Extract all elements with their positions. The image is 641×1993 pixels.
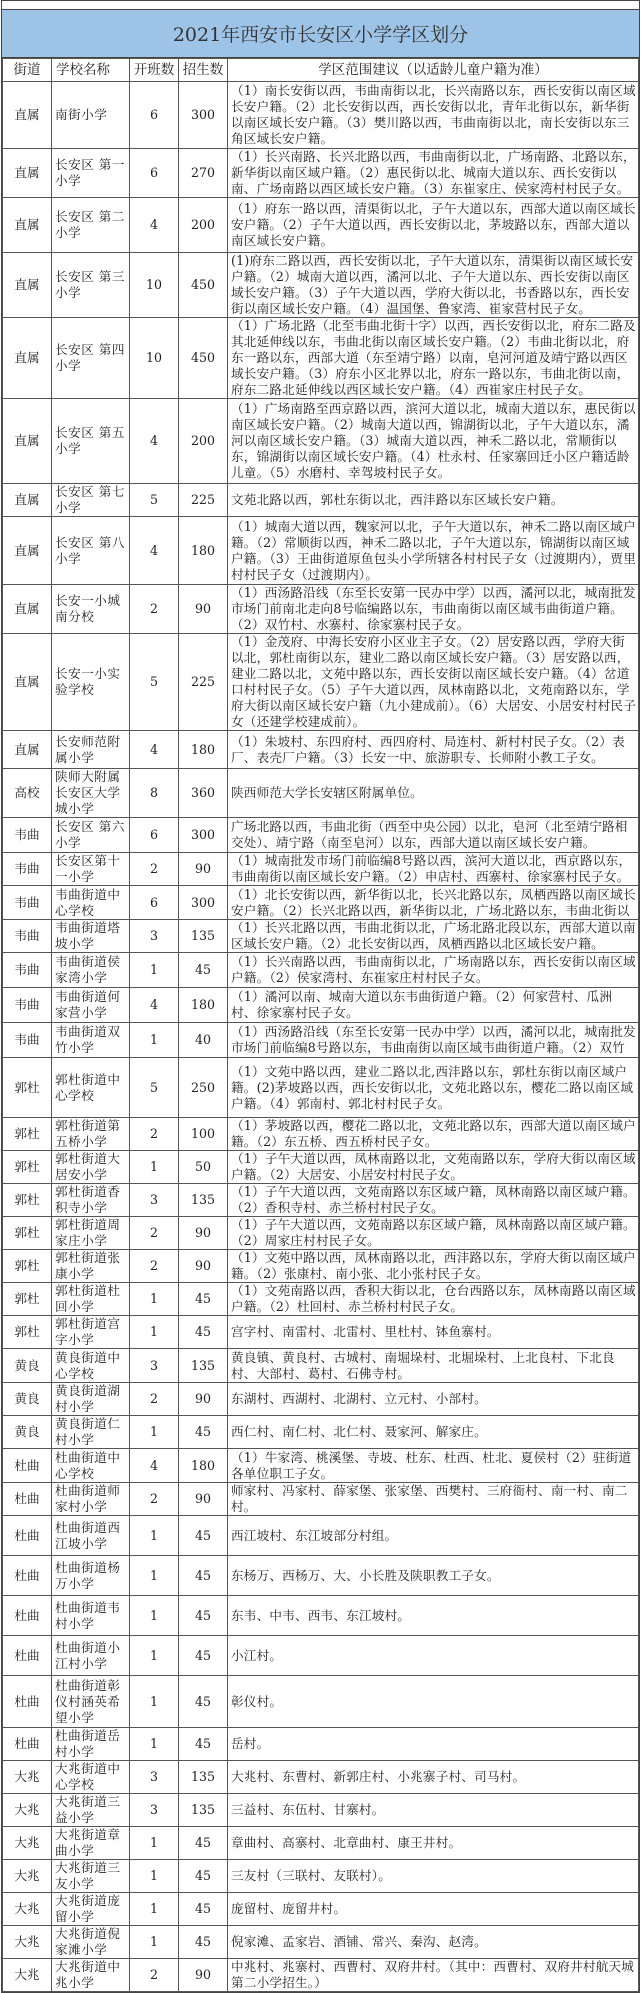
table-row — [3, 585, 639, 634]
street-cell: 大兆 — [3, 1860, 52, 1893]
district-range-cell: （1）长兴南路、长兴北路以西，韦曲南街以北，广场南路、北路以东，新华街以南区域户籍。（2）惠民街以北、城南大道以东、西长安街以南、广场南路以西区域长安户籍。（3）东崔家庄、侯家湾村村民子女。 — [228, 149, 639, 198]
header-school: 学校名称 — [52, 59, 130, 82]
district-range-cell: 东湖村、西湖村、北湖村、立元村、小部村。 — [228, 1383, 639, 1416]
street-cell: 黄良 — [3, 1349, 52, 1383]
table-row — [3, 1926, 639, 1959]
district-table-sheet — [1, 0, 640, 1993]
table-row — [3, 1349, 639, 1383]
table-row — [3, 1860, 639, 1893]
district-range-cell: （1）茅坡路以西，樱花二路以北，文苑北路以东，西部大道以南区域户籍。（2）东五桥、西五桥村民子女。 — [228, 1118, 639, 1151]
street-cell: 杜曲 — [3, 1556, 52, 1596]
school-name-cell: 大兆街道庞留小学 — [52, 1893, 130, 1926]
enrollment-cell: 45 — [179, 1860, 228, 1893]
school-name-cell: 长安区第十一小学 — [52, 853, 130, 886]
district-range-cell: 彰仪村。 — [228, 1676, 639, 1728]
top-strip — [2, 1, 639, 10]
district-range-cell: (1)府东二路以西，西长安街以北，子午大道以东，清渠街以南区域长安户籍。（2）城南大道以西，潏河以北、子午大道以东、西长安街以南区域长安户籍。（3）子午大道以西，学府大街以北，书香路以东，西长安街以南区域长安户籍。（4）温国堡、鲁家湾、崔家营村民子女。 — [228, 253, 639, 318]
class-count-cell: 1 — [130, 1893, 179, 1926]
school-name-cell: 黄良街道仁村小学 — [52, 1416, 130, 1449]
street-cell: 直属 — [3, 731, 52, 769]
district-range-cell: 黄良镇、黄良村、古城村、南堀垛村、北堀垛村、上北良村、下北良村、大部村、葛村、石佛寺村。 — [228, 1349, 639, 1383]
district-range-cell: （1）城南批发市场门前临编8号路以西，滨河大道以北，西京路以东，韦曲南街以南区域长安户籍。（2）申店村、西寨村、徐家寨村民子女。 — [228, 853, 639, 886]
school-name-cell: 杜曲街道岳村小学 — [52, 1728, 130, 1761]
table-row — [3, 1283, 639, 1316]
district-range-cell: 大兆村、东曹村、新郭庄村、小兆寨子村、司马村。 — [228, 1761, 639, 1794]
table-row — [3, 634, 639, 731]
district-range-cell: （1）长兴北路以西，韦曲北街以北，广场北路北段以东，西部大道以南区域长安户籍。（2）北长安街以西，凤栖西路以北区域长安户籍。 — [228, 920, 639, 953]
school-name-cell: 大兆街道三友小学 — [52, 1860, 130, 1893]
school-name-cell: 郭杜街道大居安小学 — [52, 1151, 130, 1184]
table-row — [3, 1250, 639, 1283]
enrollment-cell: 45 — [179, 1728, 228, 1761]
class-count-cell: 5 — [130, 484, 179, 517]
street-cell: 直属 — [3, 484, 52, 517]
street-cell: 直属 — [3, 149, 52, 198]
enrollment-cell: 45 — [179, 1893, 228, 1926]
enrollment-cell: 90 — [179, 853, 228, 886]
class-count-cell: 8 — [130, 769, 179, 818]
class-count-cell: 1 — [130, 1416, 179, 1449]
table-row — [3, 517, 639, 585]
school-name-cell: 郭杜街道宫字小学 — [52, 1316, 130, 1349]
table-row — [3, 318, 639, 399]
district-range-cell: 东韦、中韦、西韦、东江坡村。 — [228, 1596, 639, 1636]
school-name-cell: 长安区 第六小学 — [52, 818, 130, 853]
table-row — [3, 1676, 639, 1728]
district-range-cell: （1）文苑中路以西，建业二路以北,西沣路以东，郭杜东街以南区域户籍。(2)茅坡路以西，西长安街以北，文苑北路以东，樱花二路以南区域户籍。（4）郭南村、郭北村村民子女。 — [228, 1058, 639, 1118]
district-range-cell: 师家村、冯家村、薛家堡、张家堡、西樊村、三府衙村、南一村、南二村。 — [228, 1483, 639, 1516]
class-count-cell: 2 — [130, 1250, 179, 1283]
class-count-cell: 5 — [130, 634, 179, 731]
enrollment-cell: 45 — [179, 1926, 228, 1959]
street-cell: 韦曲 — [3, 886, 52, 920]
street-cell: 大兆 — [3, 1827, 52, 1860]
enrollment-cell: 135 — [179, 1349, 228, 1383]
street-cell: 大兆 — [3, 1926, 52, 1959]
enrollment-cell: 450 — [179, 318, 228, 399]
table-row — [3, 1556, 639, 1596]
district-range-cell: 岳村。 — [228, 1728, 639, 1761]
street-cell: 直属 — [3, 517, 52, 585]
district-range-cell: 章曲村、高寨村、北章曲村、康王井村。 — [228, 1827, 639, 1860]
class-count-cell: 6 — [130, 818, 179, 853]
table-row — [3, 253, 639, 318]
street-cell: 郭杜 — [3, 1250, 52, 1283]
district-range-cell: 中兆村、兆寨村、西曹村、双府井村。（其中：西曹村、双府井村航天城第二小学招生。） — [228, 1959, 639, 1992]
table-body — [3, 82, 639, 1992]
street-cell: 韦曲 — [3, 818, 52, 853]
enrollment-cell: 45 — [179, 1283, 228, 1316]
table-row — [3, 769, 639, 818]
class-count-cell: 1 — [130, 1596, 179, 1636]
class-count-cell: 6 — [130, 82, 179, 149]
street-cell: 大兆 — [3, 1959, 52, 1992]
street-cell: 郭杜 — [3, 1217, 52, 1250]
class-count-cell: 1 — [130, 1151, 179, 1184]
enrollment-cell: 45 — [179, 1516, 228, 1556]
enrollment-cell: 45 — [179, 1316, 228, 1349]
street-cell: 直属 — [3, 198, 52, 253]
district-range-cell: 倪家滩、孟家岩、酒铺、常兴、秦沟、赵湾。 — [228, 1926, 639, 1959]
school-name-cell: 杜曲街道师家村小学 — [52, 1483, 130, 1516]
class-count-cell: 2 — [130, 1959, 179, 1992]
street-cell: 直属 — [3, 399, 52, 484]
class-count-cell: 3 — [130, 920, 179, 953]
school-name-cell: 杜曲街道中心学校 — [52, 1449, 130, 1483]
table-row — [3, 1794, 639, 1827]
district-range-cell: （1）西汤路沿线（东至长安第一民办中学）以西，潏河以北，城南批发市场门前南北走向8号临编路以东，韦曲南街以南区域韦曲街道户籍。（2）双竹村、水寨村、徐家寨村民子女。 — [228, 585, 639, 634]
enrollment-cell: 45 — [179, 953, 228, 988]
street-cell: 杜曲 — [3, 1516, 52, 1556]
school-name-cell: 长安区 第五小学 — [52, 399, 130, 484]
district-range-cell: 东杨万、西杨万、大、小长胜及陕职教工子女。 — [228, 1556, 639, 1596]
enrollment-cell: 135 — [179, 1761, 228, 1794]
district-range-cell: （1）子午大道以西，文苑南路以东区域户籍，凤林南路以南区域户籍。（2）周家庄村村民子女。 — [228, 1217, 639, 1250]
table-row — [3, 1217, 639, 1250]
class-count-cell: 2 — [130, 1217, 179, 1250]
enrollment-cell: 180 — [179, 517, 228, 585]
school-name-cell: 大兆街道章曲小学 — [52, 1827, 130, 1860]
table-row — [3, 1151, 639, 1184]
school-name-cell: 杜曲街道韦村小学 — [52, 1596, 130, 1636]
class-count-cell: 10 — [130, 318, 179, 399]
enrollment-cell: 50 — [179, 1151, 228, 1184]
enrollment-cell: 225 — [179, 634, 228, 731]
school-name-cell: 韦曲街道侯家湾小学 — [52, 953, 130, 988]
district-range-cell: （1）广场南路至西京路以西，滨河大道以北，城南大道以东，惠民街以南区域长安户籍。（2）城南大道以西，锦湖街以北，子午大道以东，潏河以南区域长安户籍。（3）城南大道以西，神禾二路以北，常顺街以东，锦湖街以南区域长安户籍。（4）杜永村、任家寨回迁小区户籍适龄儿童。（5）水磨村、幸驾坡村民子女。 — [228, 399, 639, 484]
district-range-cell: （1）朱坡村、东四府村、西四府村、局连村、新村村民子女。（2）表厂、表壳厂户籍。（3）长安一中、旅游职专、长师附小教工子女。 — [228, 731, 639, 769]
district-range-cell: （1）文苑中路以西，凤林南路以北，西沣路以东，学府大街以南区域户籍。（2）张康村、南小张、北小张村民子女。 — [228, 1250, 639, 1283]
school-name-cell: 长安区 第一小学 — [52, 149, 130, 198]
class-count-cell: 1 — [130, 1926, 179, 1959]
class-count-cell: 1 — [130, 1283, 179, 1316]
class-count-cell: 3 — [130, 1761, 179, 1794]
class-count-cell: 1 — [130, 1556, 179, 1596]
district-range-cell: （1）长兴南路以西，韦曲南街以北，广场南路以东，西长安街以南区域户籍。（2）侯家湾村、东崔家庄村村民子女。 — [228, 953, 639, 988]
street-cell: 韦曲 — [3, 953, 52, 988]
street-cell: 黄良 — [3, 1416, 52, 1449]
street-cell: 大兆 — [3, 1794, 52, 1827]
school-name-cell: 杜曲街道彰仪村涵英希望小学 — [52, 1676, 130, 1728]
district-range-cell: 文苑北路以西，郭杜东街以北，西沣路以东区域长安户籍。 — [228, 484, 639, 517]
table-row — [3, 1728, 639, 1761]
table-row — [3, 853, 639, 886]
street-cell: 直属 — [3, 253, 52, 318]
class-count-cell: 2 — [130, 1383, 179, 1416]
district-range-cell: （1）潏河以南、城南大道以东韦曲街道户籍。（2）何家营村、瓜洲村、徐家寨村民子女。 — [228, 988, 639, 1023]
street-cell: 杜曲 — [3, 1676, 52, 1728]
class-count-cell: 4 — [130, 198, 179, 253]
table-row — [3, 818, 639, 853]
class-count-cell: 6 — [130, 149, 179, 198]
street-cell: 郭杜 — [3, 1184, 52, 1217]
class-count-cell: 5 — [130, 1058, 179, 1118]
class-count-cell: 4 — [130, 1449, 179, 1483]
table-row — [3, 484, 639, 517]
district-range-cell: （1）西汤路沿线（东至长安第一民办中学）以西，潏河以北，城南批发市场门前临编8号路以东，韦曲南街以南区域韦曲街道户籍。（2）双竹 — [228, 1023, 639, 1058]
enrollment-cell: 90 — [179, 1483, 228, 1516]
class-count-cell: 4 — [130, 517, 179, 585]
school-name-cell: 黄良街道湖村小学 — [52, 1383, 130, 1416]
school-name-cell: 大兆街道中心学校 — [52, 1761, 130, 1794]
street-cell: 黄良 — [3, 1383, 52, 1416]
street-cell: 杜曲 — [3, 1728, 52, 1761]
school-name-cell: 南街小学 — [52, 82, 130, 149]
street-cell: 直属 — [3, 82, 52, 149]
street-cell: 韦曲 — [3, 988, 52, 1023]
district-range-cell: （1）府东一路以西，清渠街以北，子午大道以东，西部大道以南区域长安户籍。（2）子午大道以西，西长安街以北，茅坡路以东，西部大道以南区域长安户籍。 — [228, 198, 639, 253]
enrollment-cell: 45 — [179, 1596, 228, 1636]
school-name-cell: 韦曲街道何家营小学 — [52, 988, 130, 1023]
enrollment-cell: 45 — [179, 1827, 228, 1860]
school-name-cell: 长安一小实验学校 — [52, 634, 130, 731]
enrollment-cell: 90 — [179, 585, 228, 634]
table-row — [3, 1959, 639, 1992]
street-cell: 高校 — [3, 769, 52, 818]
enrollment-cell: 135 — [179, 920, 228, 953]
table-row — [3, 1383, 639, 1416]
district-range-cell: 三友村（三联村、友联村）。 — [228, 1860, 639, 1893]
page-title: 2021年西安市长安区小学学区划分 — [2, 10, 639, 58]
class-count-cell: 2 — [130, 1118, 179, 1151]
district-range-cell: 宫字村、南雷村、北雷村、里杜村、钵鱼寨村。 — [228, 1316, 639, 1349]
enrollment-cell: 45 — [179, 1676, 228, 1728]
street-cell: 杜曲 — [3, 1449, 52, 1483]
table-row — [3, 1184, 639, 1217]
class-count-cell: 1 — [130, 1636, 179, 1676]
district-range-cell: 广场北路以西，韦曲北街（西至中央公园）以北，皂河（北至靖宁路相交处）、靖宁路（南至皂河）以东，西部大道以南区域长安户籍。 — [228, 818, 639, 853]
enrollment-cell: 200 — [179, 399, 228, 484]
district-range-cell: 三益村、东伍村、甘寨村。 — [228, 1794, 639, 1827]
class-count-cell: 1 — [130, 953, 179, 988]
class-count-cell: 4 — [130, 731, 179, 769]
class-count-cell: 6 — [130, 886, 179, 920]
school-name-cell: 长安区 第四小学 — [52, 318, 130, 399]
header-enroll: 招生数 — [179, 59, 228, 82]
class-count-cell: 2 — [130, 585, 179, 634]
class-count-cell: 3 — [130, 1349, 179, 1383]
school-name-cell: 韦曲街道中心学校 — [52, 886, 130, 920]
school-name-cell: 杜曲街道西江坡小学 — [52, 1516, 130, 1556]
enrollment-cell: 135 — [179, 1794, 228, 1827]
enrollment-cell: 250 — [179, 1058, 228, 1118]
school-name-cell: 郭杜街道中心学校 — [52, 1058, 130, 1118]
class-count-cell: 10 — [130, 253, 179, 318]
table-row — [3, 1893, 639, 1926]
table-row — [3, 198, 639, 253]
table-row — [3, 149, 639, 198]
class-count-cell: 3 — [130, 1794, 179, 1827]
table-row — [3, 1596, 639, 1636]
district-range-cell: 西仁村、南仁村、北仁村、聂家河、解家庄。 — [228, 1416, 639, 1449]
school-name-cell: 韦曲街道塔坡小学 — [52, 920, 130, 953]
district-range-cell: 陕西师范大学长安辖区附属单位。 — [228, 769, 639, 818]
table-row — [3, 731, 639, 769]
school-name-cell: 陕师大附属长安区大学城小学 — [52, 769, 130, 818]
table-row — [3, 1483, 639, 1516]
school-name-cell: 郭杜街道香积寺小学 — [52, 1184, 130, 1217]
street-cell: 直属 — [3, 318, 52, 399]
header-row — [3, 59, 639, 82]
table-row — [3, 953, 639, 988]
table-row — [3, 1636, 639, 1676]
table-row — [3, 1118, 639, 1151]
table-row — [3, 82, 639, 149]
school-name-cell: 杜曲街道小江村小学 — [52, 1636, 130, 1676]
enrollment-cell: 45 — [179, 1556, 228, 1596]
school-name-cell: 长安师范附属小学 — [52, 731, 130, 769]
street-cell: 郭杜 — [3, 1118, 52, 1151]
street-cell: 郭杜 — [3, 1283, 52, 1316]
district-range-cell: （1）北长安街以西，新华街以北，长兴北路以东，凤栖西路以南区域长安户籍。（2）长兴北路以西，新华街以北，广场北路以东，韦曲北街以 — [228, 886, 639, 920]
district-range-cell: 庞留村、庞留井村。 — [228, 1893, 639, 1926]
enrollment-cell: 100 — [179, 1118, 228, 1151]
enrollment-cell: 180 — [179, 731, 228, 769]
district-range-cell: （1）广场北路（北至韦曲北街十字）以西，西长安街以北，府东二路及其北延伸线以东，韦曲北街以南区域长安户籍。（2）韦曲北街以北，府东一路以东，西部大道（东至靖宁路）以南，皂河河道及靖宁路以西区域长安户籍。（3）府东小区北界以北，府东一路以东，韦曲北街以南，府东二路北延伸线以西区域长安户籍。（4）西崔家庄村民子女。 — [228, 318, 639, 399]
class-count-cell: 4 — [130, 399, 179, 484]
enrollment-cell: 90 — [179, 1383, 228, 1416]
class-count-cell: 2 — [130, 853, 179, 886]
enrollment-cell: 180 — [179, 1449, 228, 1483]
street-cell: 韦曲 — [3, 1023, 52, 1058]
class-count-cell: 1 — [130, 1316, 179, 1349]
street-cell: 大兆 — [3, 1893, 52, 1926]
school-name-cell: 大兆街道倪家滩小学 — [52, 1926, 130, 1959]
street-cell: 杜曲 — [3, 1483, 52, 1516]
enrollment-cell: 270 — [179, 149, 228, 198]
district-range-cell: （1）文苑南路以西，香积大街以北，仓台西路以东，凤林南路以南区域户籍。（2）杜回村、赤兰桥村村民子女。 — [228, 1283, 639, 1316]
district-range-cell: （1）城南大道以西，魏家河以北，子午大道以东，神禾二路以南区域户籍。（2）常顺街以西，神禾二路以北，子午大道以东，锦湖街以南区域户籍。（3）王曲街道原鱼包头小学所辖各村村民子女（过渡期内），贾里村村民子女（过渡期内）。 — [228, 517, 639, 585]
enrollment-cell: 300 — [179, 886, 228, 920]
enrollment-cell: 45 — [179, 1416, 228, 1449]
table-row — [3, 1416, 639, 1449]
table-row — [3, 399, 639, 484]
table-row — [3, 1827, 639, 1860]
street-cell: 直属 — [3, 634, 52, 731]
enrollment-cell: 40 — [179, 1023, 228, 1058]
street-cell: 郭杜 — [3, 1151, 52, 1184]
table-row — [3, 1761, 639, 1794]
school-name-cell: 杜曲街道杨万小学 — [52, 1556, 130, 1596]
street-cell: 直属 — [3, 585, 52, 634]
header-range: 学区范围建议（以适龄儿童户籍为准） — [228, 59, 639, 82]
class-count-cell: 3 — [130, 1184, 179, 1217]
enrollment-cell: 300 — [179, 82, 228, 149]
class-count-cell: 4 — [130, 988, 179, 1023]
table-row — [3, 886, 639, 920]
class-count-cell: 1 — [130, 1023, 179, 1058]
class-count-cell: 1 — [130, 1516, 179, 1556]
district-range-cell: （1）子午大道以西，文苑南路以东区域户籍，凤林南路以南区域户籍。（2）香积寺村、赤兰桥村村民子女。 — [228, 1184, 639, 1217]
enrollment-cell: 300 — [179, 818, 228, 853]
class-count-cell: 1 — [130, 1728, 179, 1761]
street-cell: 杜曲 — [3, 1636, 52, 1676]
district-range-cell: （1）牛家湾、桃溪堡、寺坡、杜东、杜西、杜北、夏侯村（2）驻街道各单位职工子女。 — [228, 1449, 639, 1483]
table-row — [3, 988, 639, 1023]
street-cell: 大兆 — [3, 1761, 52, 1794]
school-name-cell: 郭杜街道第五桥小学 — [52, 1118, 130, 1151]
street-cell: 杜曲 — [3, 1596, 52, 1636]
enrollment-cell: 90 — [179, 1250, 228, 1283]
enrollment-cell: 180 — [179, 988, 228, 1023]
table-row — [3, 1058, 639, 1118]
enrollment-cell: 90 — [179, 1959, 228, 1992]
enrollment-cell: 450 — [179, 253, 228, 318]
school-name-cell: 郭杜街道张康小学 — [52, 1250, 130, 1283]
table-row — [3, 920, 639, 953]
class-count-cell: 1 — [130, 1827, 179, 1860]
school-name-cell: 郭杜街道周家庄小学 — [52, 1217, 130, 1250]
table-row — [3, 1023, 639, 1058]
table-row — [3, 1449, 639, 1483]
street-cell: 郭杜 — [3, 1058, 52, 1118]
enrollment-cell: 135 — [179, 1184, 228, 1217]
district-range-cell: 小江村。 — [228, 1636, 639, 1676]
district-range-cell: （1）金茂府、中海长安府小区业主子女。（2）居安路以西，学府大街以北，郭杜南街以东，建业二路以南区域长安户籍。（3）居安路以西，建业二路以北，文苑中路以东，西长安街以南区域长安户籍。（4）岔道口村村民子女。（5）子午大道以西，凤林南路以北，文苑南路以东，学府大街以南区域长安户籍（九小建成前）。（6）大居安、小居安村村民子女（还建学校建成前）。 — [228, 634, 639, 731]
school-name-cell: 大兆街道三益小学 — [52, 1794, 130, 1827]
class-count-cell: 1 — [130, 1860, 179, 1893]
school-name-cell: 长安区 第三小学 — [52, 253, 130, 318]
enrollment-cell: 200 — [179, 198, 228, 253]
school-name-cell: 长安一小城南分校 — [52, 585, 130, 634]
enrollment-cell: 90 — [179, 1217, 228, 1250]
enrollment-cell: 225 — [179, 484, 228, 517]
school-name-cell: 长安区 第七小学 — [52, 484, 130, 517]
enrollment-cell: 360 — [179, 769, 228, 818]
school-name-cell: 长安区 第八小学 — [52, 517, 130, 585]
street-cell: 韦曲 — [3, 920, 52, 953]
school-name-cell: 大兆街道中兆小学 — [52, 1959, 130, 1992]
district-range-cell: （1）南长安街以西，韦曲南街以北，长兴南路以东，西长安街以南区域长安户籍。（2）北长安街以西，西长安街以北，青年北街以东，新华街以南区域长安户籍。（3）樊川路以西，韦曲南街以北，南长安街以东三角区域长安户籍。 — [228, 82, 639, 149]
header-street: 街道 — [3, 59, 52, 82]
table-row — [3, 1516, 639, 1556]
school-name-cell: 长安区 第二小学 — [52, 198, 130, 253]
table-row — [3, 1316, 639, 1349]
school-name-cell: 郭杜街道杜回小学 — [52, 1283, 130, 1316]
street-cell: 郭杜 — [3, 1316, 52, 1349]
class-count-cell: 1 — [130, 1676, 179, 1728]
enrollment-cell: 45 — [179, 1636, 228, 1676]
school-name-cell: 黄良街道中心学校 — [52, 1349, 130, 1383]
street-cell: 韦曲 — [3, 853, 52, 886]
school-name-cell: 韦曲街道双竹小学 — [52, 1023, 130, 1058]
header-classes: 开班数 — [130, 59, 179, 82]
district-range-cell: （1）子午大道以西，凤林南路以北，文苑南路以东，学府大街以南区域户籍。（2）大居安、小居安村村民子女。 — [228, 1151, 639, 1184]
school-district-table — [2, 58, 639, 1992]
class-count-cell: 2 — [130, 1483, 179, 1516]
district-range-cell: 西江坡村、东江坡部分村组。 — [228, 1516, 639, 1556]
